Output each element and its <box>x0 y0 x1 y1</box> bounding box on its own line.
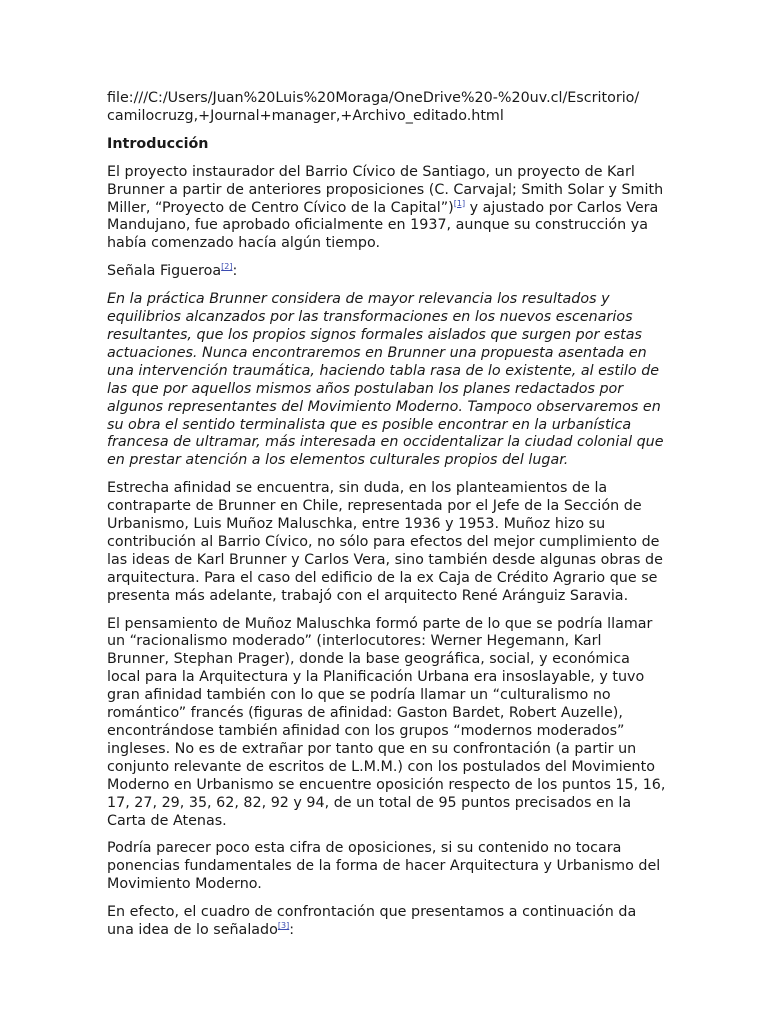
paragraph-afinidad: Estrecha afinidad se encuentra, sin duda, en los planteamientos de la contraparte de Brunner en Chile, representada por el Jefe de la Sección de Urbanismo, Luis Muñoz Maluschka, entre 1936 y 1953. Muñoz hizo su contribución al Barrio Cívico, no sólo para efectos del mejor cumplimiento de las ideas de Karl Brunner y Carlos Vera, sino también desde algunas obras de arquitectura. Para el caso del edificio de la ex Caja de Crédito Agrario que se presenta más adelante, trabajó con el arquitecto René Aránguiz Saravia. <box>107 480 663 604</box>
section-heading: Introducción <box>107 135 209 152</box>
file-path-line-2: camilocruzg,+Journal+manager,+Archivo_editado.html <box>107 107 504 124</box>
paragraph-figueroa-text: Señala Figueroa <box>107 263 222 280</box>
paragraph-intro <box>107 164 667 254</box>
paragraph-cuadro-colon: : <box>289 922 295 939</box>
footnote-link-1[interactable]: [1] <box>453 198 466 208</box>
paragraph-intro-text-end: y ajustado por Carlos Vera Mandujano, fue aprobado oficialmente en 1937, aunque su construcción ya había comenzado hacía algún tiempo. <box>107 199 659 252</box>
footnote-link-3[interactable]: [3] <box>277 921 290 931</box>
footnote-link-2[interactable]: [2] <box>221 262 233 272</box>
paragraph-oposiciones: Podría parecer poco esta cifra de oposiciones, si su contenido no tocara ponencias fundamentales de la forma de hacer Arquitectura y Urbanismo del Movimiento Moderno. <box>107 840 661 893</box>
paragraph-intro-text: El proyecto instaurador del Barrio Cívico de Santiago, un proyecto de Karl Brunner a partir de anteriores proposiciones (C. Carvajal; Smith Solar y Smith Miller, “Proyecto de Centro Cívico de la Capital”) <box>107 163 664 216</box>
file-path-line-1: file:///C:/Users/Juan%20Luis%20Moraga/OneDrive%20-%20uv.cl/Escritorio/ <box>107 90 640 106</box>
document-body <box>107 90 667 950</box>
paragraph-cuadro <box>107 904 667 940</box>
paragraph-figueroa <box>107 263 667 281</box>
paragraph-cuadro-text: En efecto, el cuadro de confrontación que presentamos a continuación da una idea de lo señalado <box>107 904 637 939</box>
block-quote: En la práctica Brunner considera de mayor relevancia los resultados y equilibrios alcanzados por las transformaciones en los nuevos escenarios resultantes, que los propios signos formales aislados que surgen por estas actuaciones. Nunca encontraremos en Brunner una propuesta asentada en una intervención traumática, haciendo tabla rasa de lo existente, al estilo de las que por aquellos mismos años postulaban los planes redactados por algunos representantes del Movimiento Moderno. Tampoco observaremos en su obra el sentido terminalista que es posible encontrar en la urbanística francesa de ultramar, más interesada en occidentalizar la ciudad colonial que en prestar atención a los elementos culturales propios del lugar. <box>107 291 664 469</box>
paragraph-figueroa-colon: : <box>232 263 238 280</box>
file-path <box>107 90 667 126</box>
paragraph-pensamiento: El pensamiento de Muñoz Maluschka formó parte de lo que se podría llamar un “racionalismo moderado” (interlocutores: Werner Hegemann, Karl Brunner, Stephan Prager), donde la base geográfica, social, y económica local para la Arquitectura y la Planificación Urbana era insoslayable, y tuvo gran afinidad también con lo que se podría llamar un “culturalismo no romántico” francés (figuras de afinidad: Gaston Bardet, Robert Auzelle), encontrándose también afinidad con los grupos “modernos moderados” ingleses. No es de extrañar por tanto que en su confrontación (a partir un conjunto relevante de escritos de L.M.M.) con los postulados del Movimiento Moderno en Urbanismo se encuentre oposición respecto de los puntos 15, 16, 17, 27, 29, 35, 62, 82, 92 y 94, de un total de 95 puntos precisados en la Carta de Atenas. <box>107 615 666 829</box>
